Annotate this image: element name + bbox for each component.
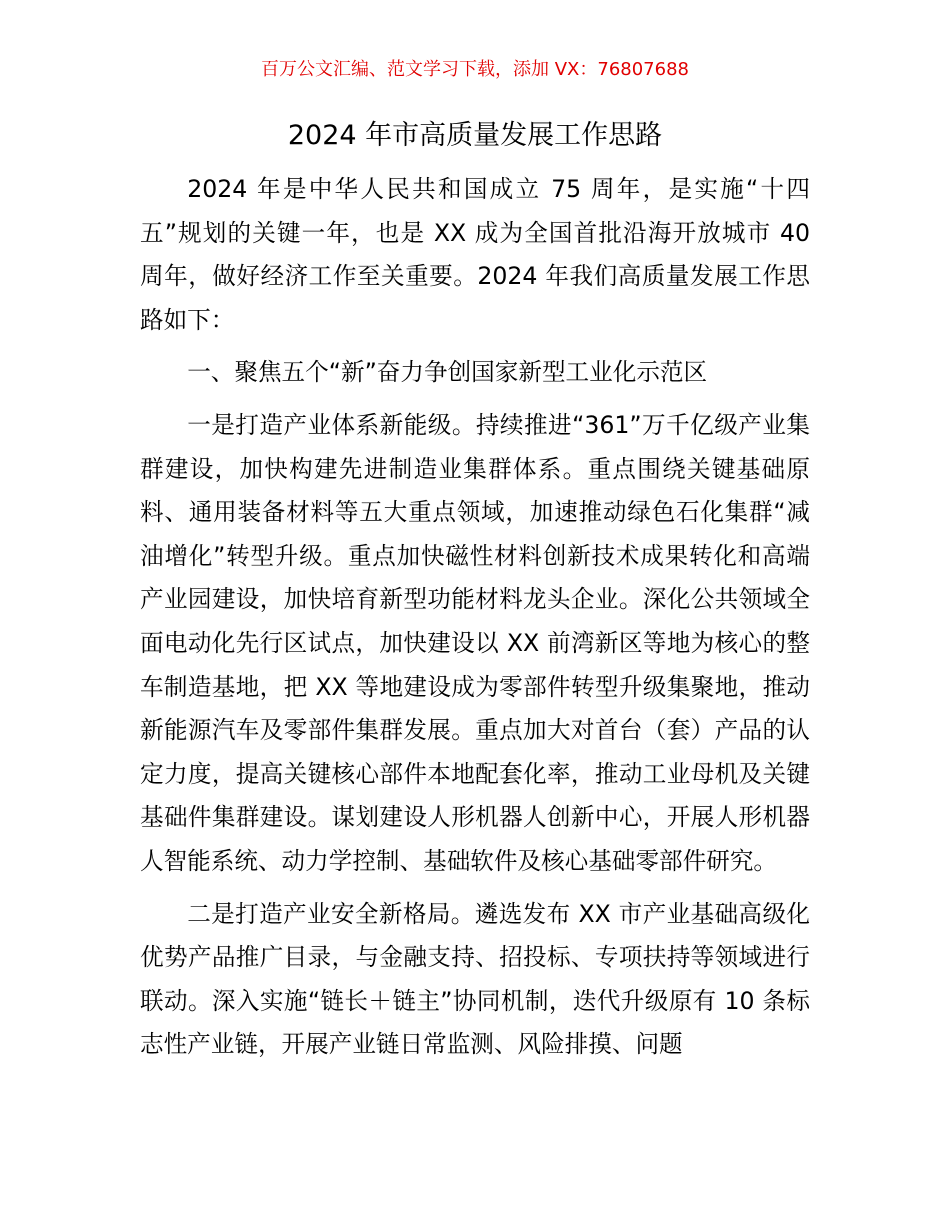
paragraph-item-1: 一是打造产业体系新能级。持续推进“361”万千亿级产业集群建设，加快构建先进制造业集群体系。重点围绕关键基础原料、通用装备材料等五大重点领域，加速推动绿色石化集群“减油增化”转型升级。重点加快磁性材料创新技术成果转化和高端产业园建设，加快培育新型功能材料龙头企业。深化公共领域全面电动化先行区试点，加快建设以 XX 前湾新区等地为核心的整车制造基地，把 XX 等地建设成为零部件转型升级集聚地，推动新能源汽车及零部件集群发展。重点加大对首台（套）产品的认定力度，提高关键核心部件本地配套化率，推动工业母机及关键基础件集群建设。谋划建设人形机器人创新中心，开展人形机器人智能系统、动力学控制、基础软件及核心基础零部件研究。 xyxy=(140,410,810,875)
promo-banner: 百万公文汇编、范文学习下载，添加 VX：76807688 xyxy=(261,59,689,80)
paragraph-item-2: 二是打造产业安全新格局。遴选发布 XX 市产业基础高级化优势产品推广目录，与金融支持、招投标、专项扶持等领域进行联动。深入实施“链长＋链主”协同机制，迭代升级原有 10 条标志性产业链，开展产业链日常监测、风险排摸、问题 xyxy=(140,899,810,1059)
paragraph-intro: 2024 年是中华人民共和国成立 75 周年，是实施“十四五”规划的关键一年，也是 XX 成为全国首批沿海开放城市 40 周年，做好经济工作至关重要。2024 年我们高质量发展工作思路如下： xyxy=(140,175,810,334)
document-body xyxy=(140,168,810,1076)
section-heading: 一、聚焦五个“新”奋力争创国家新型工业化示范区 xyxy=(187,358,708,387)
document-title: 2024 年市高质量发展工作思路 xyxy=(287,120,663,151)
